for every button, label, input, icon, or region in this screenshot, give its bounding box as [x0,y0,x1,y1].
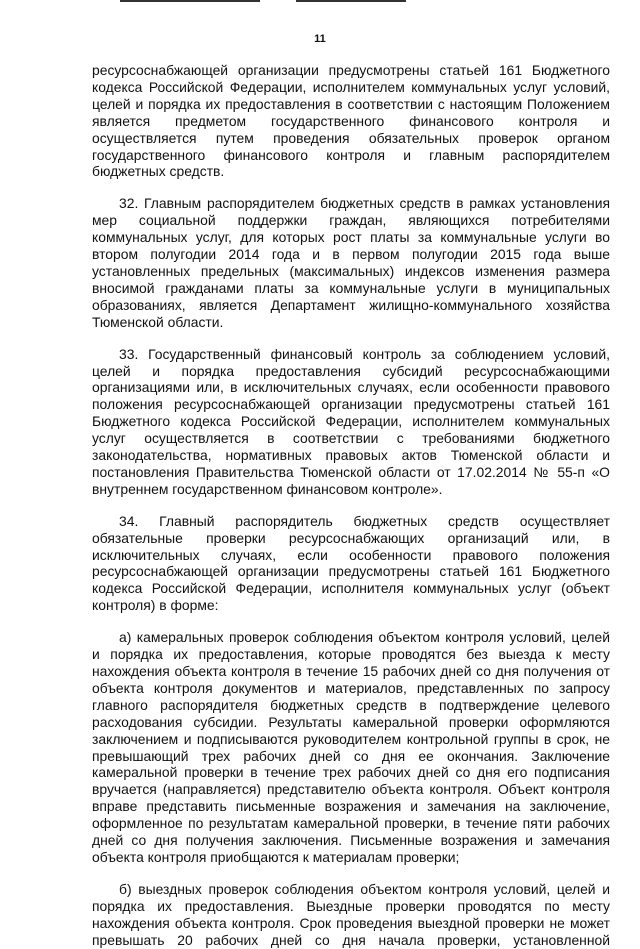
paragraph-32: 32. Главным распорядителем бюджетных средств в рамках установления мер социальной поддержки граждан, являющихся потребителями коммунальных услуг, для которых рост платы за коммунальные услуги во втором полугодии 2014 года и в первом полугодии 2015 года выше установленных предельных (максимальных) индексов изменения размера вносимой гражданами платы за коммунальные услуги в муниципальных образованиях, является Департамент жилищно-коммунального хозяйства Тюменской области. [92,195,610,330]
top-edge-line [296,0,406,2]
paragraph-33: 33. Государственный финансовый контроль за соблюдением условий, целей и порядка предоставления субсидий ресурсоснабжающими организациями или, в исключительных случаях, если особенности правового положения ресурсоснабжающей организации предусмотрены статьей 161 Бюджетного кодекса Российской Федерации, исполнителем коммунальных услуг осуществляется в соответствии с требованиями бюджетного законодательства, нормативных правовых актов Тюменской области и постановления Правительства Тюменской области от 17.02.2014 № 55-п «О внутреннем государственном финансовом контроле». [92,345,610,497]
paragraph-34: 34. Главный распорядитель бюджетных средств осуществляет обязательные проверки ресурсоснабжающих организаций или, в исключительных случаях, если особенности правового положения ресурсоснабжающей организации предусмотрены статьей 161 Бюджетного кодекса Российской Федерации, исполнителя коммунальных услуг (объект контроля) в форме: [92,512,610,614]
document-body [92,62,610,949]
paragraph-34-a: а) камеральных проверок соблюдения объектом контроля условий, целей и порядка их предоставления, которые проводятся без выезда к месту нахождения объекта контроля в течение 15 рабочих дней со дня получения от объекта контроля документов и материалов, представленных по запросу главного распорядителя бюджетных средств в подтверждение целевого расходования субсидии. Результаты камеральной проверки оформляются заключением и подписываются руководителем контрольной группы в срок, не превышающий трех рабочих дней со дня ее окончания. Заключение камеральной проверки в течение трех рабочих дней со дня его подписания вручается (направляется) представителю объекта контроля. Объект контроля вправе представить письменные возражения и замечания на заключение, оформленное по результатам камеральной проверки, в течение пяти рабочих дней со дня получения заключения. Письменные возражения и замечания объекта контроля приобщаются к материалам проверки; [92,629,610,865]
paragraph-34-b: б) выездных проверок соблюдения объектом контроля условий, целей и порядка их предоставления. Выездные проверки проводятся по месту нахождения объекта контроля. Срок проведения выездной проверки не может превышать 20 рабочих дней со дня начала проверки, установленной [92,880,610,948]
paragraph-continuation: ресурсоснабжающей организации предусмотрены статьей 161 Бюджетного кодекса Российской Федерации, исполнителем коммунальных услуг условий, целей и порядка их предоставления в соответствии с настоящим Положением является предметом государственного финансового контроля и осуществляется путем проведения обязательных проверок органом государственного финансового контроля и главным распорядителем бюджетных средств. [92,62,610,180]
page-number: 11 [314,33,326,45]
top-edge-line [120,0,260,2]
